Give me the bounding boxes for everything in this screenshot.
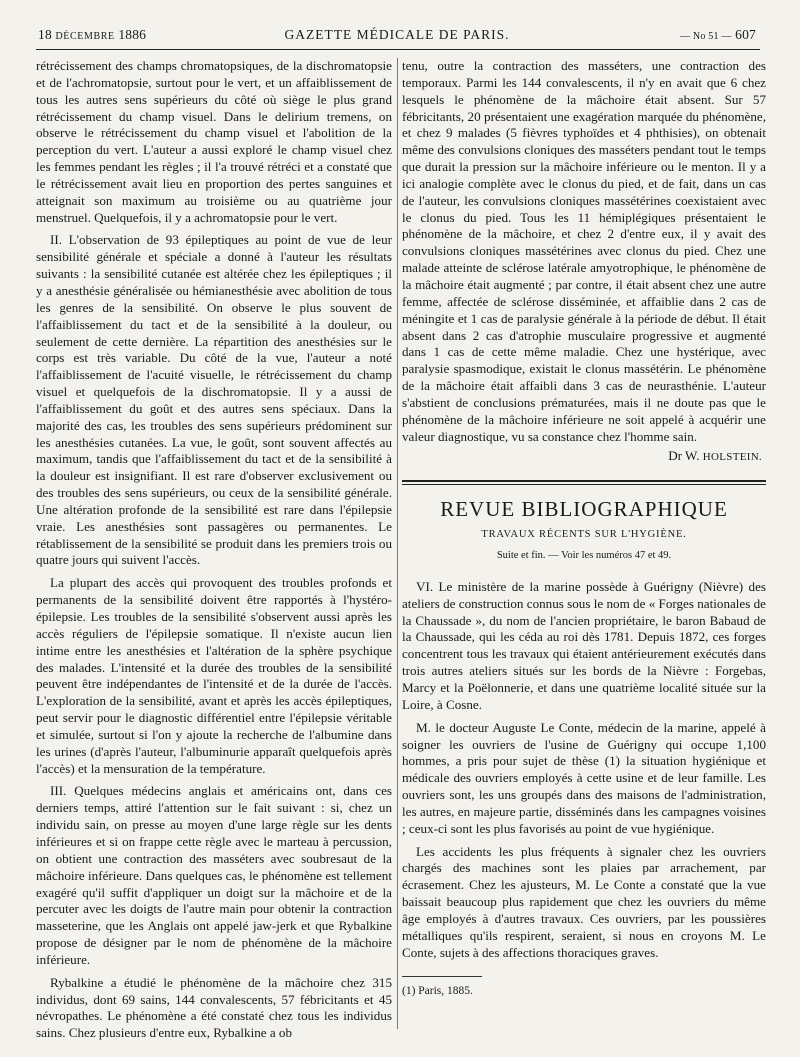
paragraph: rétrécissement des champs chromatopsiques, de la dischromatopsie et de l'achromatopsie, surtout pour le vert, et un affaiblissement de tous les autres sens supérieurs du côté où siège le plus grand rétrécissement du champ visuel. Dans le delirium tremens, on observe le rétrécissement du champ visuel et l'abolition de la perception du vert. L'auteur a aussi exploré le champ visuel chez les femmes pendant les règles ; il l'a trouvé rétréci et a constaté que le rétrécissement avait lieu en proportion des pertes sanguines et atteignait son maximum au troisième ou au quatrième jour menstruel. Quelquefois, il y a achromatopsie pour le vert.	[36, 58, 392, 225]
paragraph: tenu, outre la contraction des masséters, une contraction des temporaux. Parmi les 144 convalescents, il n'y en avait que 6 chez lesquels le phénomène de la mâchoire était absent. Sur 57 fébricitants, 20 présentaient une exagération marquée du phénomène, et chez 9 malades (5 fièvres typhoïdes et 4 phthisies), on obtenait même des convulsions cloniques des masséters pendant tout le temps que durait la pression sur la mâchoire inférieure ou le menton. Il y a ici analogie complète avec le clonus du pied, et de fait, dans un cas de l'auteur, les convulsions cloniques massétérines coexistaient avec le clonus du pied. Tous les 11 hémiplégiques présentaient le phénomène de la mâchoire, et chez 2 d'entre eux, il y avait des convulsions cloniques massétérines avec clonus du pied. Chez une malade atteinte de sclérose latérale amyotrophique, le phénomène de la mâchoire était augmenté ; par contre, il était absent chez une autre femme, affectée de sclérose disséminée, et affaiblie dans 2 cas de méningite et 1 cas de paralysie générale à la période de début. Il était absent dans 2 cas d'atrophie musculaire progressive et augmenté dans 1 cas de cette même maladie. Chez une hystérique, avec paralysie spasmodique, existait le clonus massétérin. Le phénomène de la mâchoire était affaibli dans 3 cas de neurasthénie. L'auteur s'abstient de conclusions prématurées, mais il ne doute pas que le phénomène de la mâchoire inférieure ne soit appelé à acquérir une valeur diagnostique, vu sa constance chez l'homme sain.	[402, 58, 766, 444]
page-header	[38, 27, 756, 49]
journal-title: GAZETTE MÉDICALE DE PARIS.	[284, 27, 510, 42]
article-signature: Dr W. HOLSTEIN.	[668, 448, 762, 464]
page-number: — No 51 — 607	[680, 27, 756, 42]
paragraph: M. le docteur Auguste Le Conte, médecin de la marine, appelé à soigner les ouvriers de l'usine de Guérigny qui occupe 1,100 hommes, a pris pour sujet de thèse (1) la situation hygiénique et médicale des ouvriers employés à cette usine et de leur famille. Les ouvriers sont, les uns groupés dans des maisons de l'administration, les autres, en majeure partie, disséminés dans les campagnes voisines ; ceux-ci sont les plus favorisés au point de vue hygiénique.	[402, 719, 766, 836]
issue-date: 18 DÉCEMBRE 1886	[38, 27, 147, 42]
paragraph: La plupart des accès qui provoquent des troubles profonds et permanents de la sensibilité doivent être rapportés à l'hystéro-épilepsie. Les troubles de la sensibilité s'observent aussi après les accès réguliers de l'épilepsie somatique. Il n'existe aucun lien intime entre les anesthésies et l'altération de la sphère psychique des malades. L'intensité et la durée des troubles de la sensibilité peuvent être indépendantes de l'intensité et de la durée de l'accès. L'exploration de la sensibilité, avant et après les accès épileptiques, peut servir pour le diagnostic différentiel entre l'épilepsie véritable et simulée, surtout si l'on y ajoute la recherche de l'albumine dans les urines (d'après l'auteur, l'albuminurie apparaît quelquefois après l'accès) et la mensuration de la température.	[36, 575, 392, 776]
column-divider	[397, 58, 398, 1029]
section-subtitle: TRAVAUX RÉCENTS SUR L'HYGIÈNE.	[481, 529, 687, 541]
paragraph: VI. Le ministère de la marine possède à Guérigny (Nièvre) des ateliers de construction connus sous le nom de « Forges nationales de la Chaussade », du nom de l'ancien propriétaire, le baron Babaud de la Chaussade, qui les céda au roi dès 1781. Depuis 1872, ces forges concentrent tous les travaux qui étaient antérieurement exécutés dans trois autres ateliers situés sur les bords de la Nièvre : Forgebas, Marcy et la Poëlonnerie, et dans une quatrième localité située sur la Loire, à Cosne.	[402, 578, 766, 712]
paragraph: III. Quelques médecins anglais et américains ont, dans ces derniers temps, attiré l'attention sur le fait suivant : si, chez un individu sain, on presse au moyen d'une large règle sur les dents inférieures et si on frappe cette règle avec le marteau à percussion, on obtient une contraction des masséters avec soubresaut de la mâchoire inférieure. Dans quelques cas, le phénomène est tellement exagéré qu'il suffit d'appliquer un doigt sur la mâchoire et de la percuter avec les doigts de l'autre main pour obtenir la contraction masseterine, que les Anglais ont appelé jaw-jerk et que Rybalkine propose de désigner par le nom de phénomène de la mâchoire inférieure.	[36, 783, 392, 967]
footnote: (1) Paris, 1885.	[402, 984, 473, 997]
paragraph: Rybalkine a étudié le phénomène de la mâchoire chez 315 individus, dont 69 sains, 144 convalescents, 57 fébricitants et 45 névropathes. Le phénomène a été constaté chez tous les individus sains. Chez plusieurs d'entre eux, Rybalkine a ob	[36, 974, 392, 1041]
paragraph: Les accidents les plus fréquents à signaler chez les ouvriers chargés des machines sont les plaies par arrachement, par écrasement. Chez les ajusteurs, M. Le Conte a constaté que la vue baissait beaucoup plus rapidement que chez les ouvriers du même âge employés à d'autres travaux. Ces ouvriers, par les poussières métalliques qu'ils respirent, seraient, si nous en croyons M. Le Conte, sujets à des affections thoraciques graves.	[402, 843, 766, 960]
section-divider	[402, 480, 766, 485]
issue-month: DÉCEMBRE	[55, 31, 115, 42]
right-column	[402, 58, 766, 1029]
author-name: HOLSTEIN.	[702, 451, 762, 464]
section-note: Suite et fin. — Voir les numéros 47 et 49.	[496, 550, 672, 562]
left-column	[36, 58, 392, 1041]
footnote-rule	[402, 976, 482, 977]
header-rule	[36, 49, 760, 50]
section-title: REVUE BIBLIOGRAPHIQUE	[440, 497, 728, 522]
paragraph: II. L'observation de 93 épileptiques au point de vue de leur sensibilité générale et spéciale a donné à l'auteur les résultats suivants : la sensibilité cutanée est altérée chez les épileptiques ; il y a anesthésie généralisée ou hémianesthésie avec abolition de tous les genres de la sensibilité. On observe le plus souvent de l'affaiblissement du tact et de la sensibilité à la douleur, ou seulement de cette dernière. La répartition des anesthésies sur le corps est très variable. Du côté de la vue, l'auteur a noté l'affaiblissement de l'acuité visuelle, le rétrécissement du champ visuel et quelquefois de la dischromatopsie. Il y a aussi de l'affaiblissement du goût et des autres sens spéciaux. Dans la majorité des cas, les troubles des sens supérieurs prédominent sur les anesthésies cutanées. La vue, le goût, sont souvent affectés au maximum, tandis que l'affaiblissement du tact et de la sensibilité à la douleur est insignifiant. Il est rare d'observer exclusivement ou des troubles des sens supérieurs, ou ceux de la sensibilité générale. Une altération profonde de la sensibilité est rare dans l'épilepsie vraie. Les anesthésies sont passagères ou permanentes. Le rétablissement de la sensibilité se produit dans les premiers trois ou quatre jours qui suivent l'accès.	[36, 232, 392, 568]
